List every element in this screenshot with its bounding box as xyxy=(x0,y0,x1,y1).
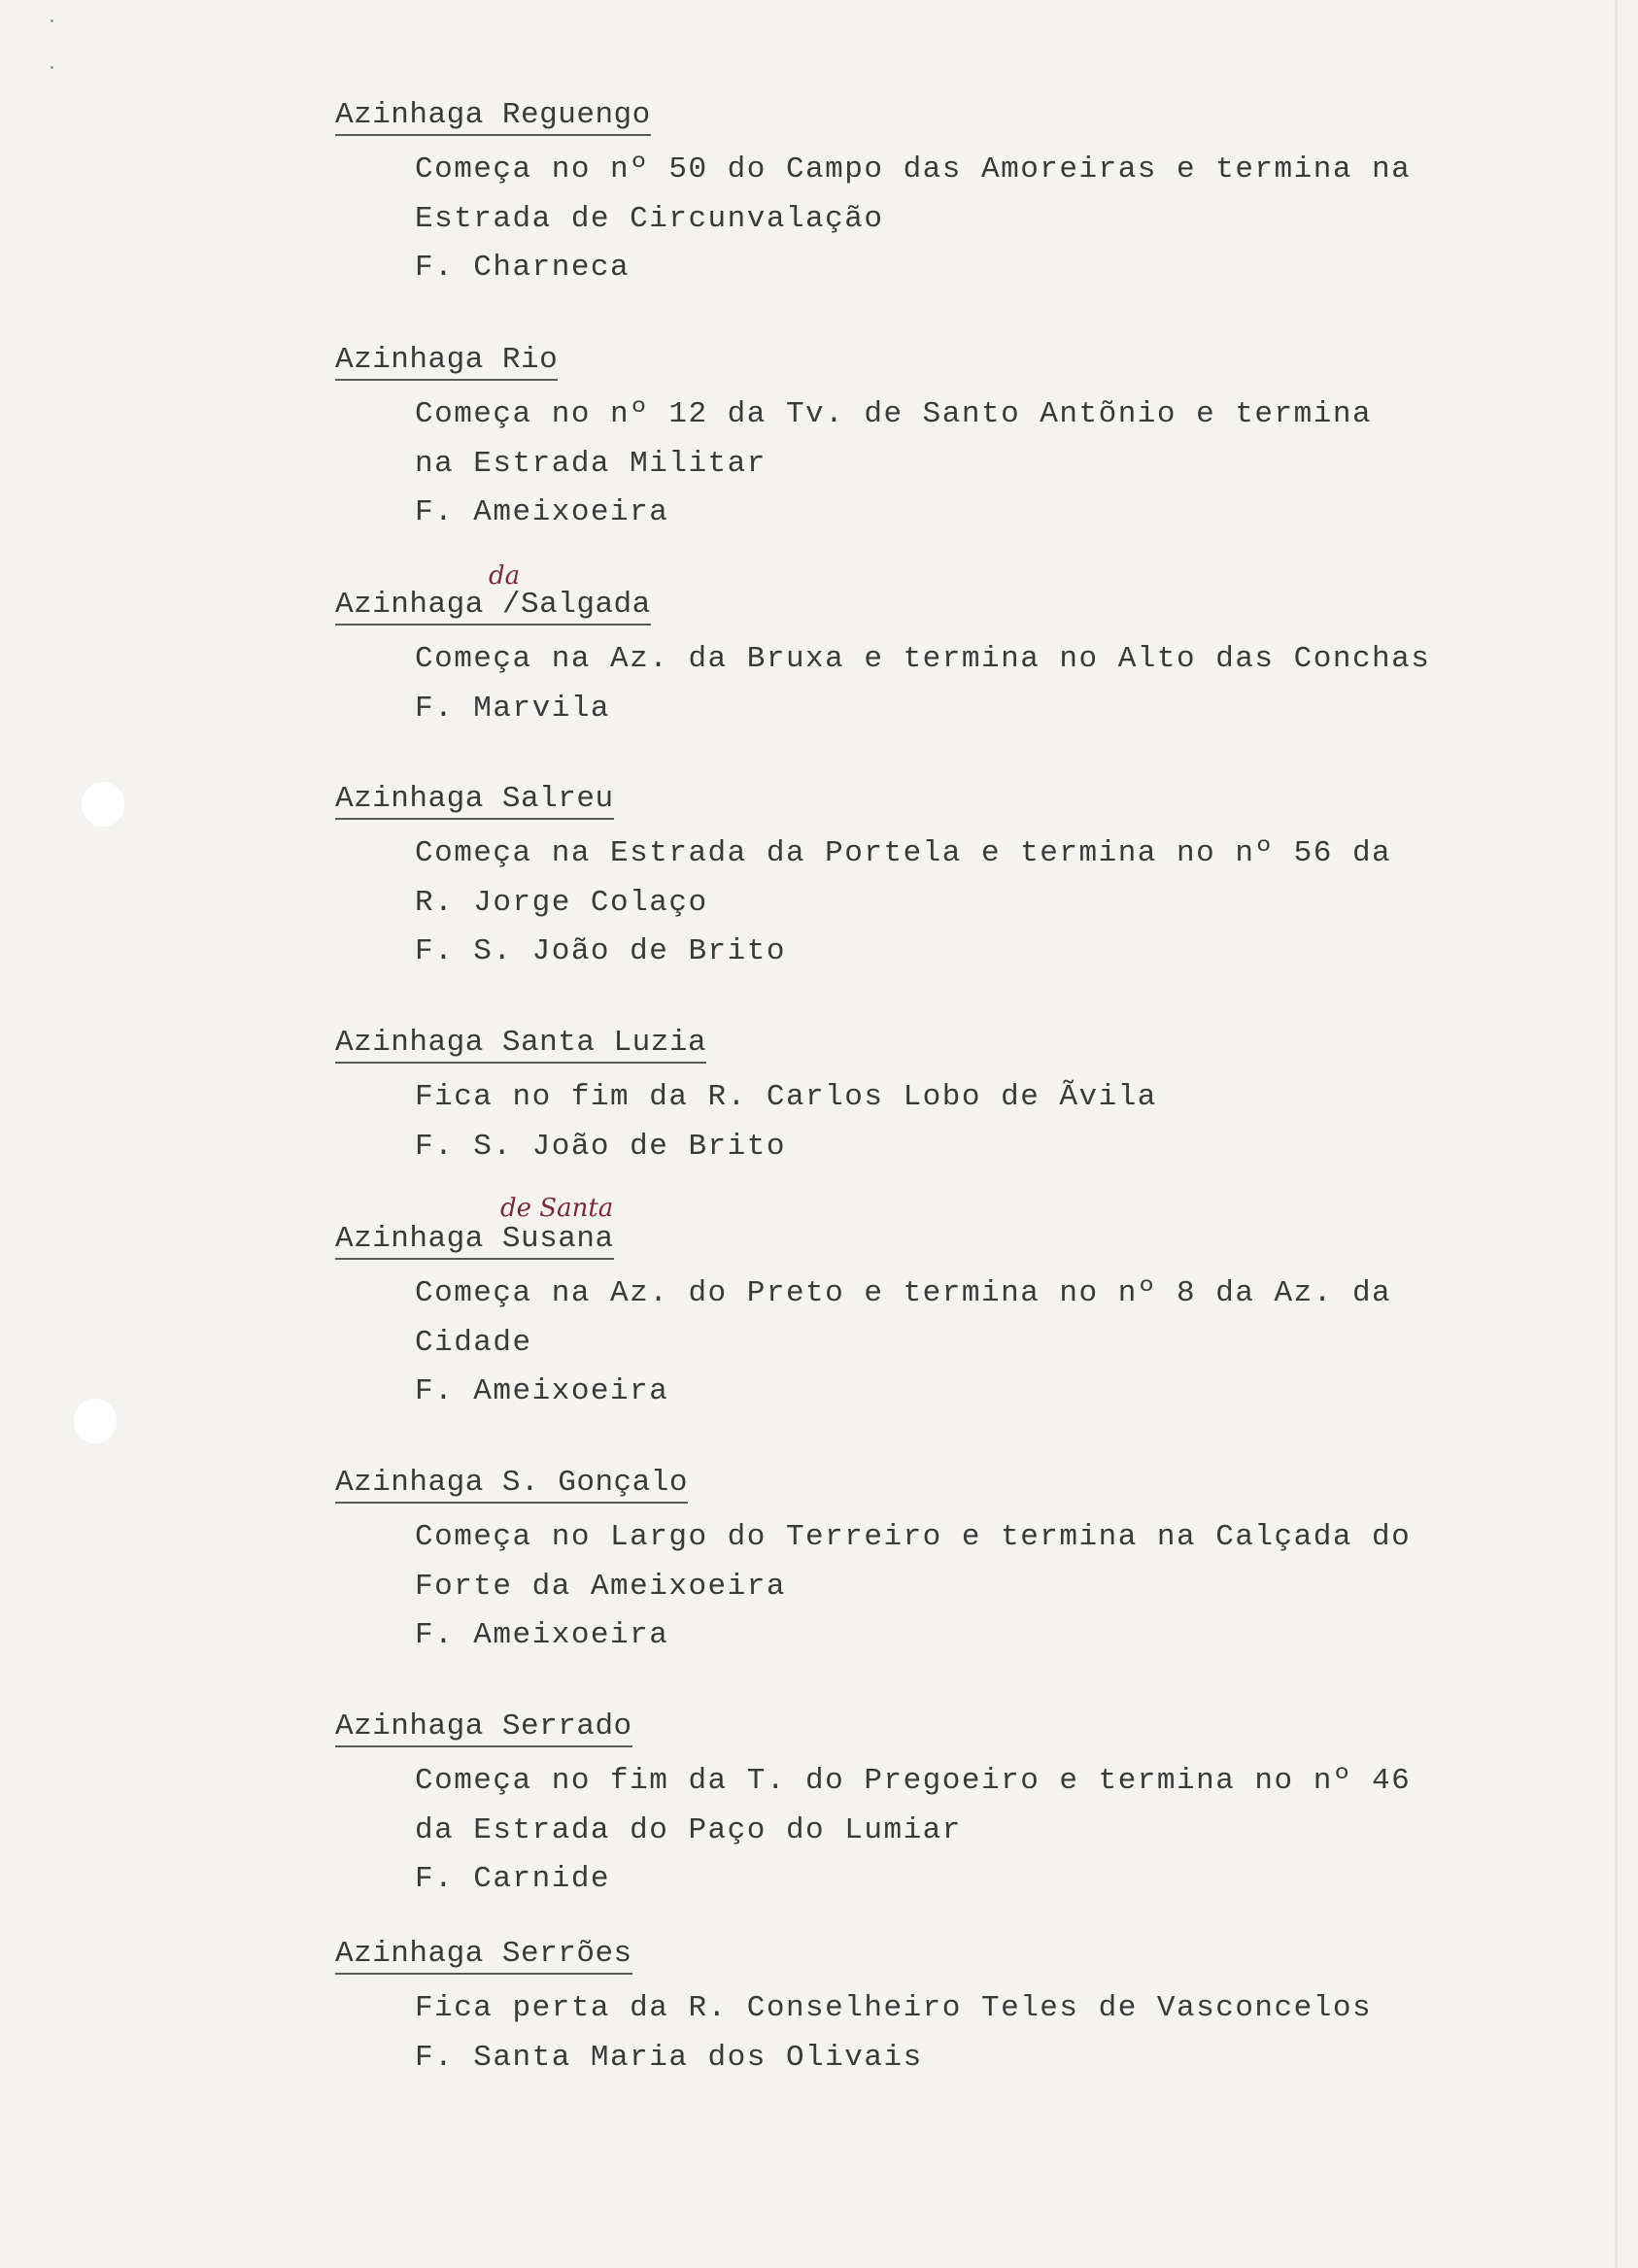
punch-hole xyxy=(74,1399,117,1443)
entry-santa-luzia xyxy=(335,1025,1501,1171)
entry-line: Começa na Az. do Preto e termina no nº 8 da Az. da xyxy=(415,1276,1392,1310)
entry-line: F. Charneca xyxy=(415,251,631,285)
entry-title: Azinhaga Serrões xyxy=(335,1936,632,1975)
speck xyxy=(51,66,53,69)
entry-line: F. Marvila xyxy=(415,691,611,726)
entry-line: Estrada de Circunvalação xyxy=(415,201,884,236)
entry-title: Azinhaga /Salgada xyxy=(335,587,651,626)
handwritten-annotation: da xyxy=(489,561,521,591)
entry-title: Azinhaga Rio xyxy=(335,342,558,381)
entry-line: Começa no fim da T. do Pregoeiro e termina no nº 46 xyxy=(415,1764,1412,1798)
entry-line: Começa no nº 12 da Tv. de Santo Antõnio e termina xyxy=(415,397,1373,431)
entry-line: Cidade xyxy=(415,1325,532,1360)
entry-title: Azinhaga Serrado xyxy=(335,1709,632,1747)
punch-hole xyxy=(82,782,124,827)
entry-susana xyxy=(335,1194,1501,1417)
entry-line: F. S. João de Brito xyxy=(415,934,786,968)
speck xyxy=(51,19,53,22)
entry-rio xyxy=(335,342,1501,538)
entry-line: F. Ameixoeira xyxy=(415,1618,669,1652)
entry-title: Azinhaga Salreu xyxy=(335,781,614,820)
entry-line: da Estrada do Paço do Lumiar xyxy=(415,1812,962,1847)
entry-line: Começa na Estrada da Portela e termina no nº 56 da xyxy=(415,836,1392,870)
entry-serroes xyxy=(335,1936,1501,2082)
entry-line: Começa no nº 50 do Campo das Amoreiras e termina na xyxy=(415,152,1412,186)
entry-salreu xyxy=(335,781,1501,977)
entry-line: Fica no fim da R. Carlos Lobo de Ãvila xyxy=(415,1080,1157,1114)
entry-serrado xyxy=(335,1709,1501,1905)
entry-line: F. Ameixoeira xyxy=(415,495,669,529)
entry-line: F. Santa Maria dos Olivais xyxy=(415,2040,923,2075)
entry-reguengo xyxy=(335,97,1501,293)
entry-title: Azinhaga Reguengo xyxy=(335,97,651,136)
entry-title: Azinhaga Susana xyxy=(335,1221,614,1260)
entry-title: Azinhaga S. Gonçalo xyxy=(335,1465,688,1504)
entry-line: Começa no Largo do Terreiro e termina na Calçada do xyxy=(415,1520,1412,1554)
entry-line: F. Carnide xyxy=(415,1862,611,1896)
entry-line: R. Jorge Colaço xyxy=(415,885,708,920)
entry-line: F. S. João de Brito xyxy=(415,1129,786,1164)
entry-line: Fica perta da R. Conselheiro Teles de Vasconcelos xyxy=(415,1991,1373,2025)
entry-salgada xyxy=(335,561,1501,733)
entry-line: Forte da Ameixoeira xyxy=(415,1569,786,1604)
handwritten-annotation: de Santa xyxy=(500,1194,614,1223)
entry-line: F. Ameixoeira xyxy=(415,1374,669,1408)
entry-line: Começa na Az. da Bruxa e termina no Alto das Conchas xyxy=(415,642,1431,676)
entry-s-goncalo xyxy=(335,1465,1501,1661)
entry-title: Azinhaga Santa Luzia xyxy=(335,1025,706,1064)
entry-line: na Estrada Militar xyxy=(415,446,767,481)
